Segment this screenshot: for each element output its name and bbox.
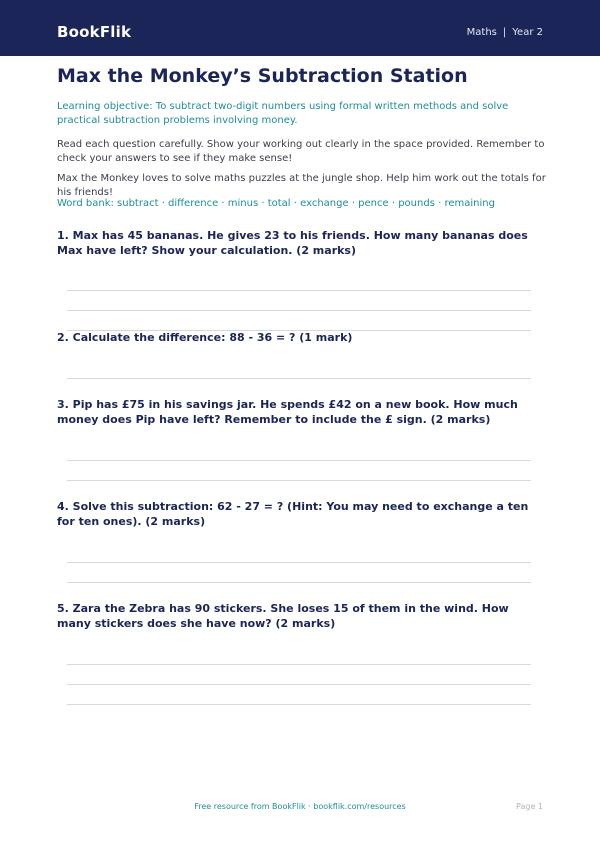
answer-line[interactable] (67, 480, 531, 481)
footer-credit: Free resource from BookFlik · bookflik.com/resources (194, 802, 406, 811)
answer-line[interactable] (67, 310, 531, 311)
subject-label: Maths (466, 27, 497, 38)
brand-logo: BookFlik (57, 23, 132, 41)
meta-separator: | (502, 27, 507, 38)
answer-line[interactable] (67, 562, 531, 563)
answer-line[interactable] (67, 664, 531, 665)
header-meta (467, 27, 543, 38)
answer-line[interactable] (67, 378, 531, 379)
question-1: 1. Max has 45 bananas. He gives 23 to his friends. How many bananas does Max have left? Show your calculation. (2 marks) (57, 229, 528, 257)
page-header (0, 0, 600, 56)
answer-line[interactable] (67, 460, 531, 461)
worksheet-title: Max the Monkey’s Subtraction Station (57, 65, 468, 87)
instructions-text: Read each question carefully. Show your working out clearly in the space provided. Remember to check your answers to see if they make sense! (57, 139, 545, 164)
answer-line[interactable] (67, 290, 531, 291)
question-5: 5. Zara the Zebra has 90 stickers. She loses 15 of them in the wind. How many stickers does she have now? (2 marks) (57, 602, 509, 630)
question-4: 4. Solve this subtraction: 62 - 27 = ? (Hint: You may need to exchange a ten for ten ones). (2 marks) (57, 500, 529, 528)
question-3: 3. Pip has £75 in his savings jar. He spends £42 on a new book. How much money does Pip have left? Remember to include the £ sign. (2 marks) (57, 398, 518, 426)
year-label: Year 2 (512, 27, 543, 38)
page-number: Page 1 (516, 802, 543, 811)
answer-line[interactable] (67, 684, 531, 685)
intro-text: Max the Monkey loves to solve maths puzzles at the jungle shop. Help him work out the totals for his friends! (57, 173, 546, 198)
word-bank: Word bank: subtract · difference · minus · total · exchange · pence · pounds · remaining (57, 198, 495, 209)
answer-line[interactable] (67, 704, 531, 705)
learning-objective: Learning objective: To subtract two-digit numbers using formal written methods and solve practical subtraction problems involving money. (57, 101, 509, 126)
answer-line[interactable] (67, 582, 531, 583)
question-2: 2. Calculate the difference: 88 - 36 = ? (1 mark) (57, 331, 353, 344)
